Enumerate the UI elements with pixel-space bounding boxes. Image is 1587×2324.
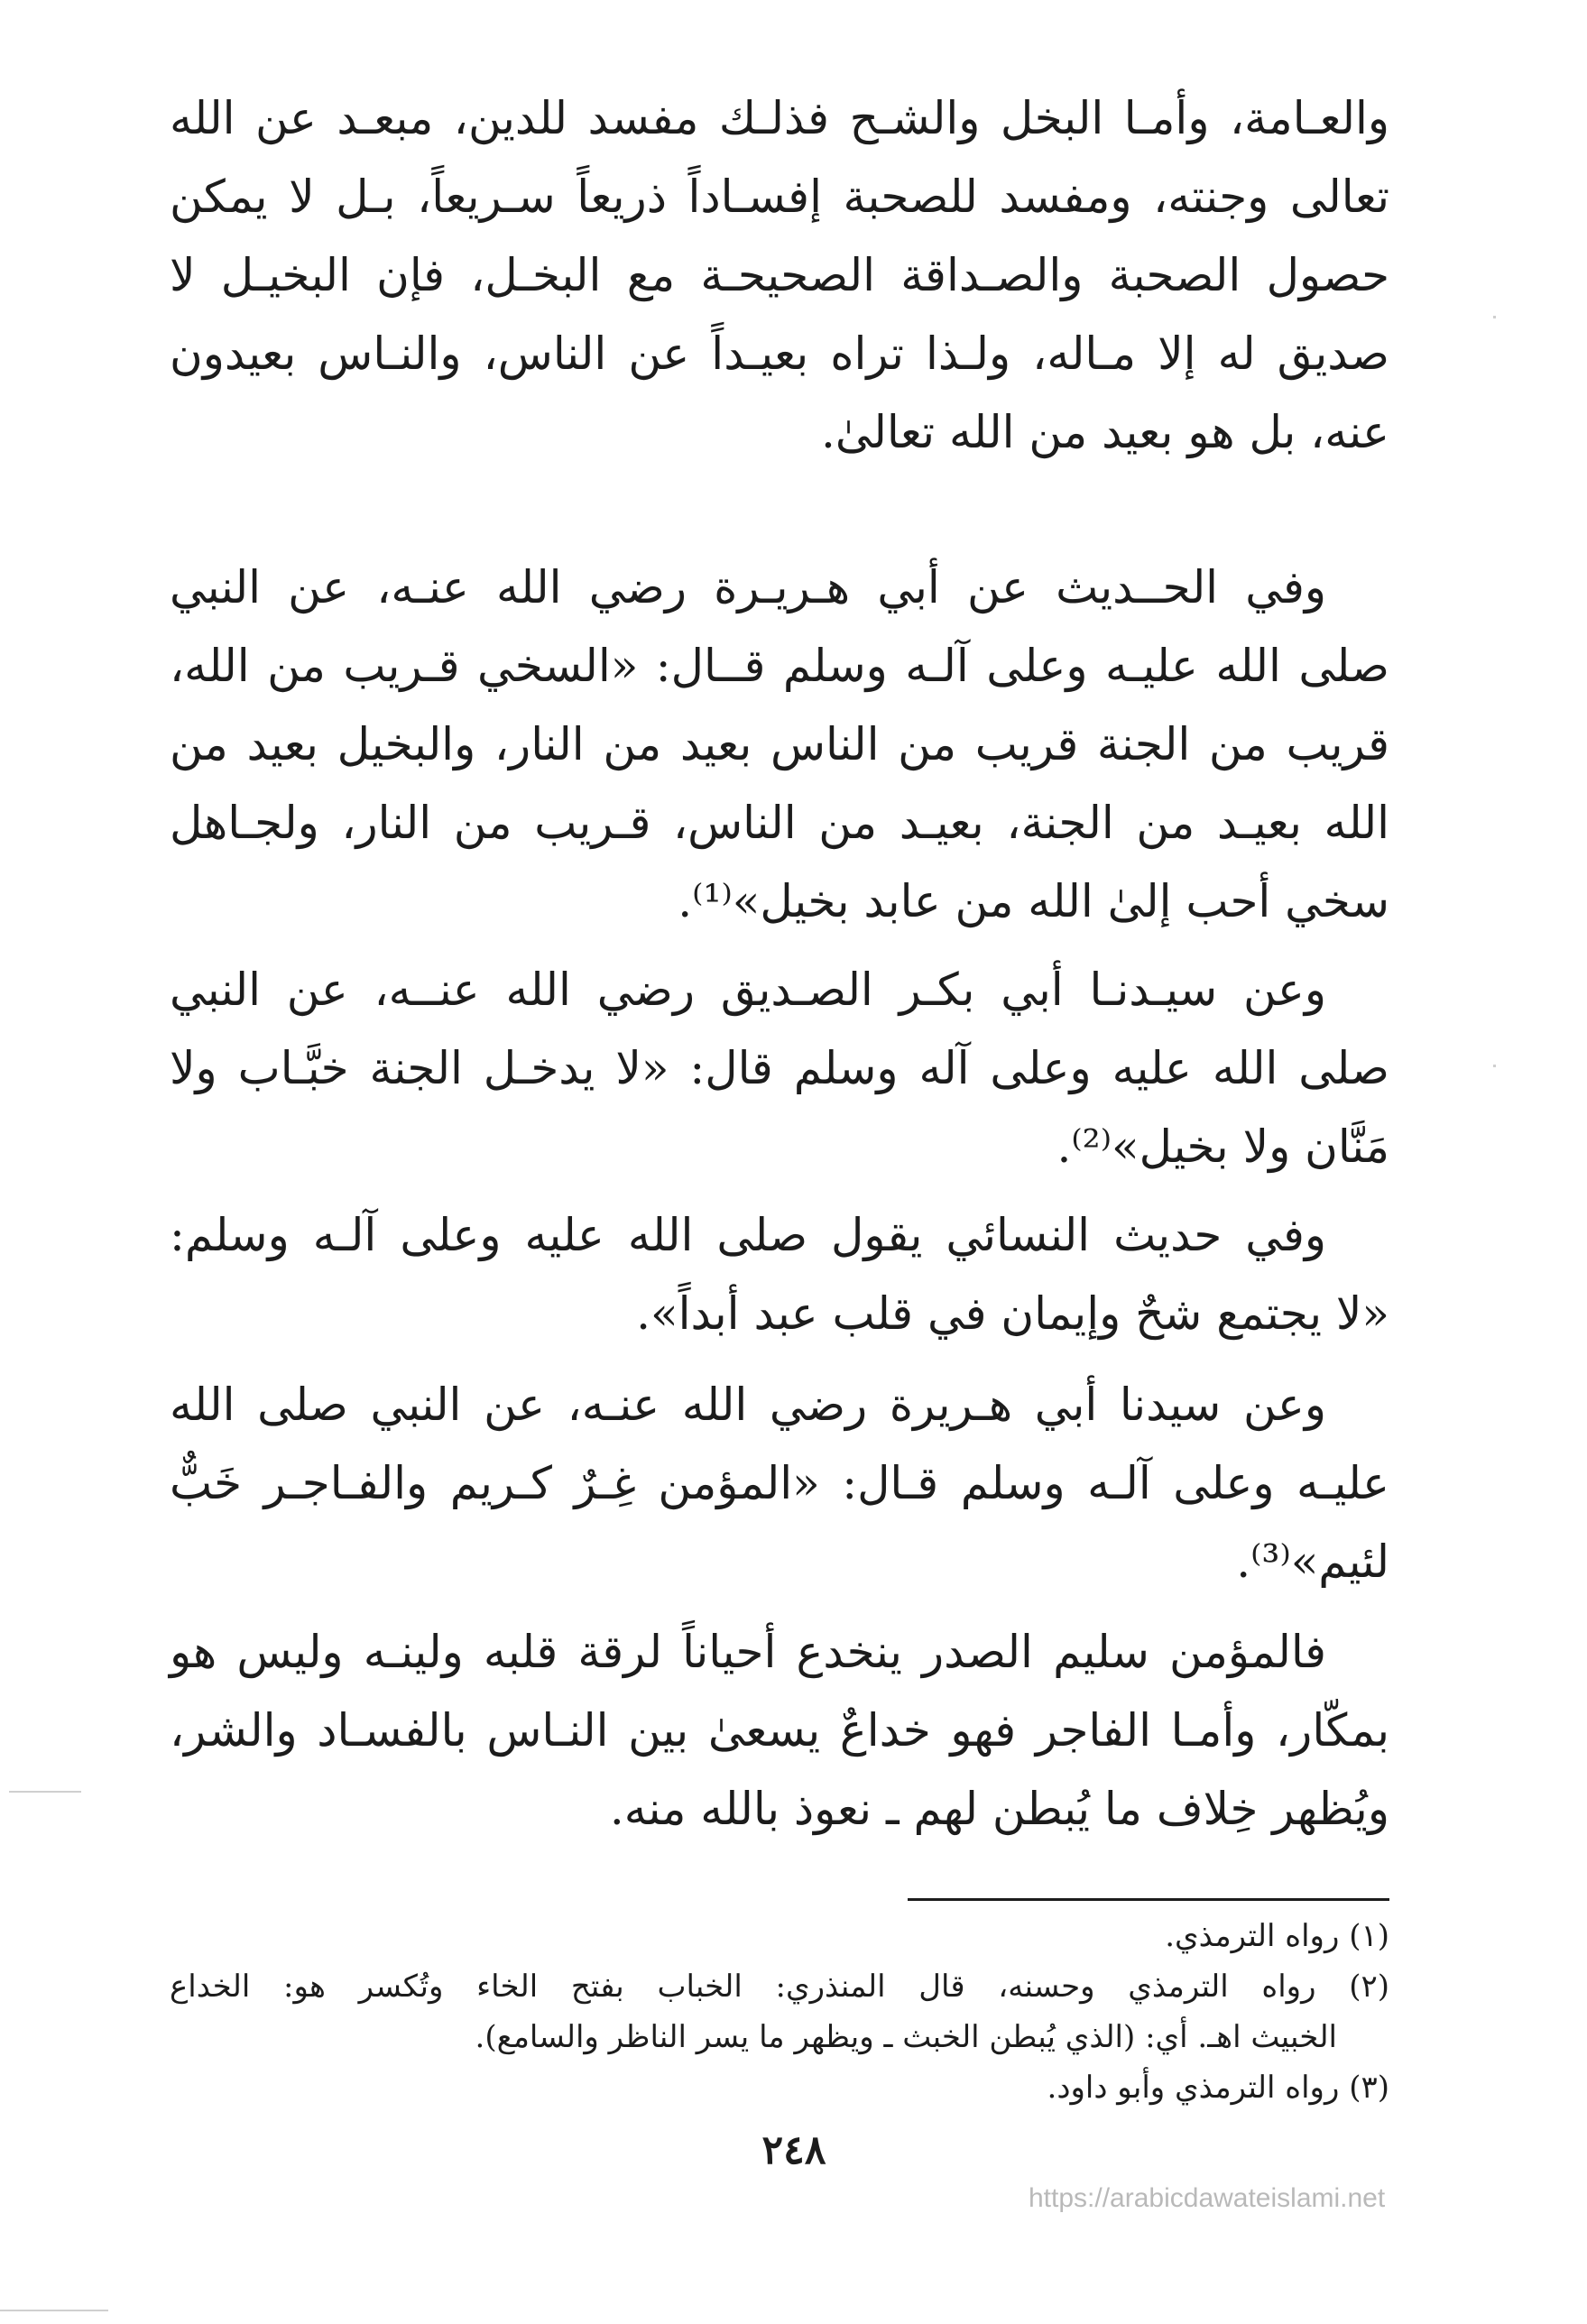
text-line: وفي حديث النسائي يقول صلى الله عليه وعلى آلـه وسلم: [170, 1209, 1326, 1261]
text-line: وعن سيـدنـا أبي بكـر الصـديق رضي الله عنــه، عن النبي [170, 964, 1326, 1016]
text-line: الله بعيـد من الجنة، بعيـد من الناس، قـريب من النار، ولجـاهل [170, 797, 1389, 849]
text-line: حصول الصحبة والصـداقة الصحيحـة مع البخـل، فإن البخيـل لا [170, 249, 1389, 301]
paragraph-4 [170, 1196, 1389, 1353]
footnote-2: (٢) رواه الترمذي وحسنه، قال المنذري: الخباب بفتح الخاء وتُكسر هو: الخداع [170, 1969, 1389, 2005]
text-line: فالمؤمن سليم الصدر ينخدع أحياناً لرقة قلبه ولينـه وليس هو [170, 1626, 1326, 1678]
scan-speck [9, 1791, 81, 1793]
text-line: قريب من الجنة قريب من الناس بعيد من النار، والبخيل بعيد من [170, 718, 1389, 770]
text-line: وفي الحــديث عن أبي هـريـرة رضي الله عنـه، عن النبي [170, 561, 1326, 613]
text-line: صلى الله عليه وعلى آله وسلم قال: «لا يدخـل الجنة خبَّـاب ولا [170, 1042, 1389, 1094]
text-line: سخي أحب إلىٰ الله من عابد بخيل»⁽¹⁾. [678, 875, 1389, 927]
scan-speck [1493, 1065, 1496, 1067]
text-line: صديق له إلا مـاله، ولـذا تراه بعيـداً عن الناس، والنـاس بعيدون [170, 327, 1389, 380]
page-number: ٢٤٨ [761, 2127, 826, 2173]
text-line: لئيم»⁽³⁾. [1236, 1536, 1389, 1588]
paragraph-1 [170, 79, 1389, 472]
footnotes [170, 1911, 1389, 2113]
text-line: بمكّار، وأمـا الفاجر فهو خداعٌ يسعىٰ بين النـاس بالفسـاد والشر، [170, 1704, 1389, 1757]
text-line: ويُظهر خِلاف ما يُبطن لهم ـ نعوذ بالله منه. [609, 1783, 1389, 1835]
text-line: والعـامة، وأمـا البخل والشـح فذلـك مفسد للدين، مبعـد عن الله [170, 92, 1389, 144]
paragraph-2 [170, 549, 1389, 941]
footnote-1: (١) رواه الترمذي. [1165, 1918, 1389, 1954]
text-line: عنه، بل هو بعيد من الله تعالىٰ. [821, 406, 1389, 458]
scan-speck [0, 2310, 108, 2311]
watermark-url: https://arabicdawateislami.net [1029, 2183, 1386, 2213]
paragraph-5 [170, 1366, 1389, 1601]
text-line: تعالى وجنته، ومفسد للصحبة إفسـاداً ذريعاً سـريعاً، بـل لا يمكن [170, 171, 1389, 223]
footnote-separator [908, 1898, 1389, 1901]
scan-speck [1493, 316, 1496, 318]
text-line: «لا يجتمع شحٌ وإيمان في قلب عبد أبداً». [636, 1287, 1389, 1340]
text-line: عليـه وعلى آلـه وسلم قـال: «المؤمن غِـرٌ كـريم والفـاجـر خَبٌّ [170, 1457, 1389, 1509]
paragraph-3 [170, 951, 1389, 1186]
footnote-2-continued: الخبيث اهـ. أي: (الذي يُبطن الخبث ـ ويظهر ما يسر الناظر والسامع). [475, 2019, 1337, 2055]
footnote-3: (٣) رواه الترمذي وأبو داود. [1047, 2070, 1389, 2106]
text-line: مَنَّان ولا بخيل»⁽²⁾. [1056, 1120, 1389, 1173]
text-line: صلى الله عليـه وعلى آلـه وسلم قــال: «السخي قـريب من الله، [170, 640, 1389, 692]
paragraph-6 [170, 1613, 1389, 1849]
text-line: وعن سيدنا أبي هـريرة رضي الله عنـه، عن النبي صلى الله [170, 1379, 1326, 1431]
